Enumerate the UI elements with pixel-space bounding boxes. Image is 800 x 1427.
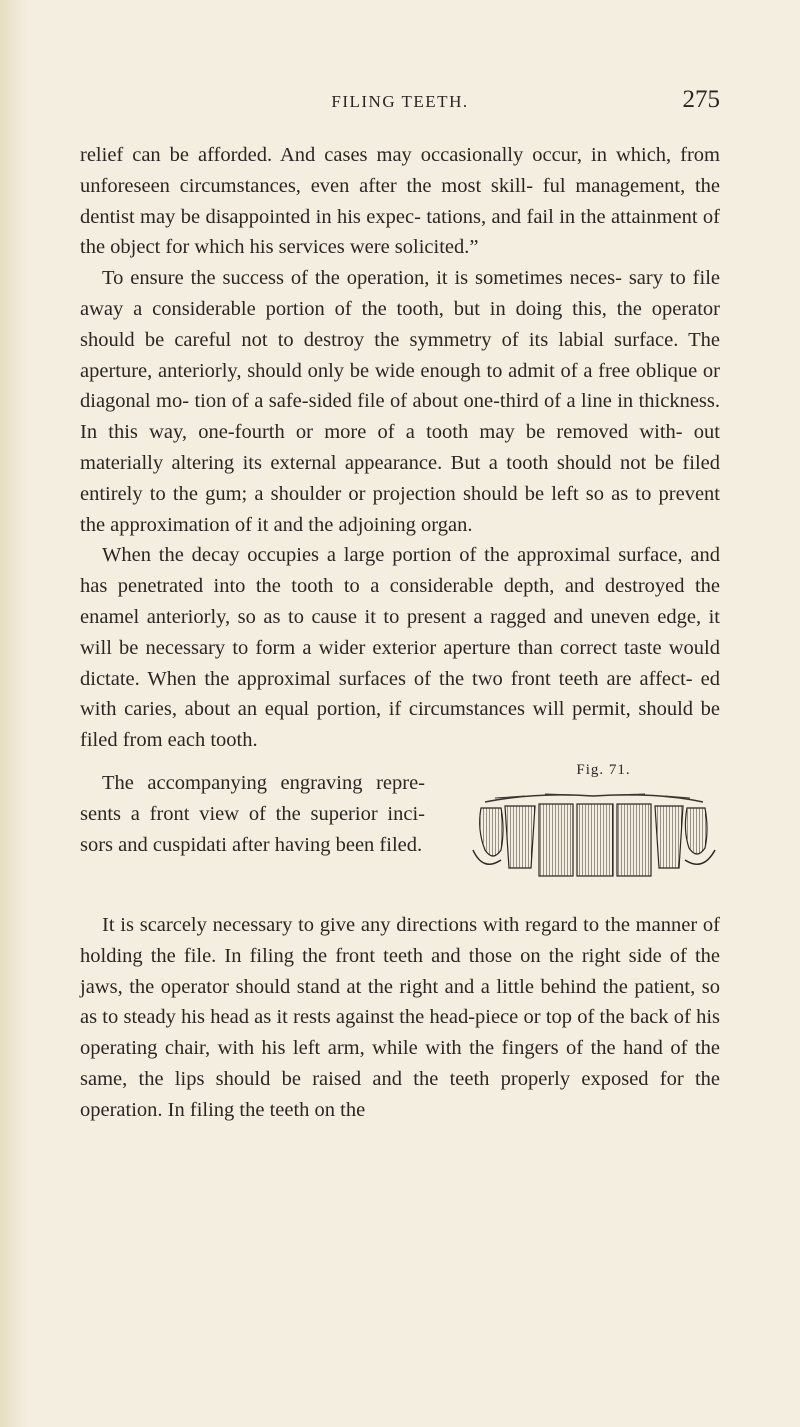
figure-71 — [465, 760, 720, 910]
paragraph-5: It is scarcely necessary to give any directions with regard to the manner of holding the file. In filing the front teeth and those on the right side of the jaws, the operator should stand at the right and a little behind the patient, so as to steady his head as it rests against the head-piece or top of the back of his operating chair, with his left arm, while with the fingers of the hand of the same, the lips should be raised and the teeth properly exposed for the operation. In filing the teeth on the — [80, 913, 720, 1121]
page-edge-shadow — [0, 0, 28, 1427]
paragraph-2: To ensure the success of the operation, it is sometimes neces- sary to file away a considerable portion of the tooth, but in doing this, the operator should be careful not to destroy the symmetry of its labial surface. The aperture, anteriorly, should only be wide enough to admit of a free oblique or diagonal mo- tion of a safe-sided file of about one-third of a line in thickness. In this way, one-fourth or more of a tooth may be removed with- out materially altering its external appearance. But a tooth should not be filed entirely to the gum; a shoulder or projection should be left so as to prevent the approximation of it and the adjoining organ. — [80, 267, 720, 536]
teeth-engraving — [465, 790, 720, 890]
paragraph-1: relief can be afforded. And cases may occasionally occur, in which, from unforeseen circumstances, even after the most skill- ful management, the dentist may be disappointed in his expec- tations, and fail in the attainment of the object for which his services were solicited.” — [80, 144, 720, 259]
body-text — [80, 140, 720, 1126]
figure-block — [80, 760, 720, 910]
page-number: 275 — [682, 86, 720, 113]
figure-caption: Fig. 71. — [576, 761, 631, 778]
page-header — [80, 86, 720, 116]
running-title: FILING TEETH. — [331, 92, 469, 111]
paragraph-4: The accompanying engraving repre- sents a front view of the superior inci- sors and cuspidati after having been filed. — [80, 771, 425, 856]
paragraph-3: When the decay occupies a large portion of the approximal surface, and has penetrated into the tooth to a considerable depth, and destroyed the enamel anteriorly, so as to cause it to present a ragged and uneven edge, it will be necessary to form a wider exterior aperture than correct taste would dictate. When the approximal surfaces of the two front teeth are affect- ed with caries, about an equal portion, if circumstances will permit, should be filed from each tooth. — [80, 544, 720, 752]
